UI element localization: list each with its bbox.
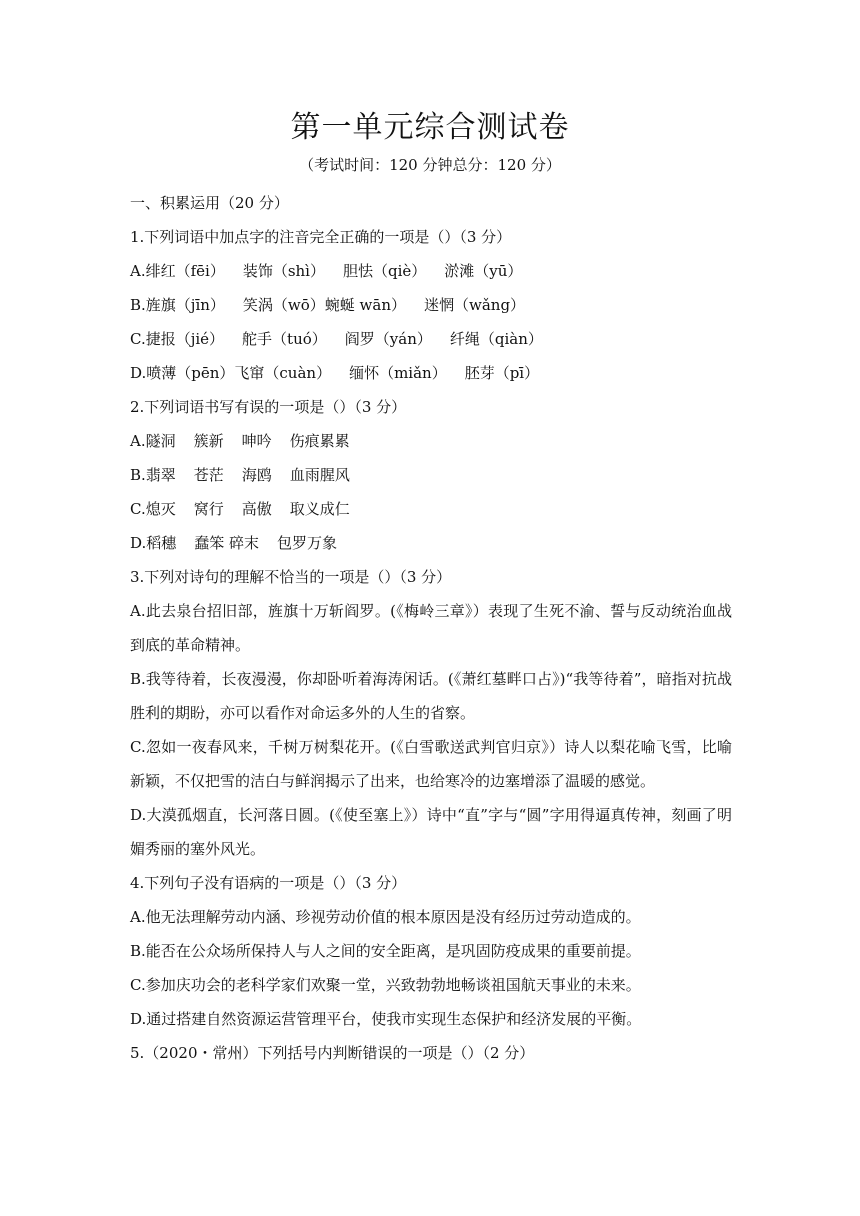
option-word: 阎罗（yán） — [344, 330, 432, 348]
question-1-option-b — [130, 288, 732, 322]
question-4-option-b: B.能否在公众场所保持人与人之间的安全距离，是巩固防疫成果的重要前提。 — [130, 942, 641, 960]
question-2-stem: 2.下列词语书写有误的一项是（）（3 分） — [130, 398, 407, 416]
option-word: D.喷薄（pēn）飞窜（cuàn） — [130, 364, 332, 382]
option-word: 舵手（tuó） — [242, 330, 327, 348]
option-word: 取义成仁 — [289, 500, 350, 518]
option-word: 装饰（shì） — [242, 262, 325, 280]
option-word: 窝行 — [193, 500, 224, 518]
option-word: B.旌旗（jīn） — [130, 296, 225, 314]
option-word: D.稻穗 — [130, 534, 177, 552]
question-2-option-b — [130, 458, 732, 492]
option-word: 苍茫 — [193, 466, 224, 484]
question-4-stem: 4.下列句子没有语病的一项是（）（3 分） — [130, 874, 407, 892]
question-4-option-a: A.他无法理解劳动内涵、珍视劳动价值的根本原因是没有经历过劳动造成的。 — [130, 908, 641, 926]
option-word: 胆怯（qiè） — [342, 262, 427, 280]
option-word: 胚芽（pī） — [464, 364, 540, 382]
option-word: 伤痕累累 — [289, 432, 350, 450]
question-3-option-c: C.忽如一夜春风来，千树万树梨花开。(《白雪歌送武判官归京》）诗人以梨花喻飞雪，比喻新颖，不仅把雪的洁白与鲜润揭示了出来，也给寒冷的边塞增添了温暖的感觉。 — [130, 738, 732, 790]
option-word: 血雨腥风 — [289, 466, 350, 484]
question-2-option-a — [130, 424, 732, 458]
option-word: 呻吟 — [241, 432, 272, 450]
option-word: 簇新 — [193, 432, 224, 450]
question-1-stem: 1.下列词语中加点字的注音完全正确的一项是（）（3 分） — [130, 228, 512, 246]
option-word: C.捷报（jié） — [130, 330, 225, 348]
question-2-option-d — [130, 526, 732, 560]
option-word: 海鸥 — [241, 466, 272, 484]
question-4-option-c: C.参加庆功会的老科学家们欢聚一堂，兴致勃勃地畅谈祖国航天事业的未来。 — [130, 976, 641, 994]
option-word: 包罗万象 — [277, 534, 338, 552]
exam-info: （考试时间：120 分钟总分：120 分） — [299, 156, 561, 174]
option-word: 笑涡（wō）蜿蜒 wān） — [242, 296, 406, 314]
question-1-option-a — [130, 254, 732, 288]
question-1-option-c — [130, 322, 732, 356]
option-word: C.熄灭 — [130, 500, 176, 518]
section-heading: 一、积累运用（20 分） — [130, 194, 289, 212]
option-word: 蠢笨 碎末 — [194, 534, 260, 552]
option-word: B.翡翠 — [130, 466, 176, 484]
question-5-stem: 5.（2020・常州）下列括号内判断错误的一项是（）（2 分） — [130, 1044, 535, 1062]
question-3-option-b: B.我等待着，长夜漫漫，你却卧听着海涛闲话。(《萧红墓畔口占》)“我等待着”，暗指对抗战胜利的期盼，亦可以看作对命运多外的人生的省察。 — [130, 670, 732, 722]
question-3-stem: 3.下列对诗句的理解不恰当的一项是（）（3 分） — [130, 568, 452, 586]
question-3-option-a: A.此去泉台招旧部，旌旗十万斩阎罗。(《梅岭三章》）表现了生死不渝、誓与反动统治血战到底的革命精神。 — [130, 602, 732, 654]
question-4-option-d: D.通过搭建自然资源运营管理平台，使我市实现生态保护和经济发展的平衡。 — [130, 1010, 642, 1028]
option-word: 纤绳（qiàn） — [449, 330, 543, 348]
question-1-option-d — [130, 356, 732, 390]
option-word: 高傲 — [241, 500, 272, 518]
option-word: A.绯红（fēi） — [130, 262, 225, 280]
page-title: 第一单元综合测试卷 — [290, 110, 570, 145]
option-word: 迷惘（wǎng） — [424, 296, 526, 314]
question-3-option-d: D.大漠孤烟直，长河落日圆。(《使至塞上》）诗中“直”字与“圆”字用得逼真传神，刻画了明媚秀丽的塞外风光。 — [130, 806, 732, 858]
question-2-option-c — [130, 492, 732, 526]
exam-body — [130, 186, 732, 1070]
option-word: 淤滩（yū） — [444, 262, 523, 280]
option-word: A.隧洞 — [130, 432, 176, 450]
option-word: 缅怀（miǎn） — [349, 364, 447, 382]
